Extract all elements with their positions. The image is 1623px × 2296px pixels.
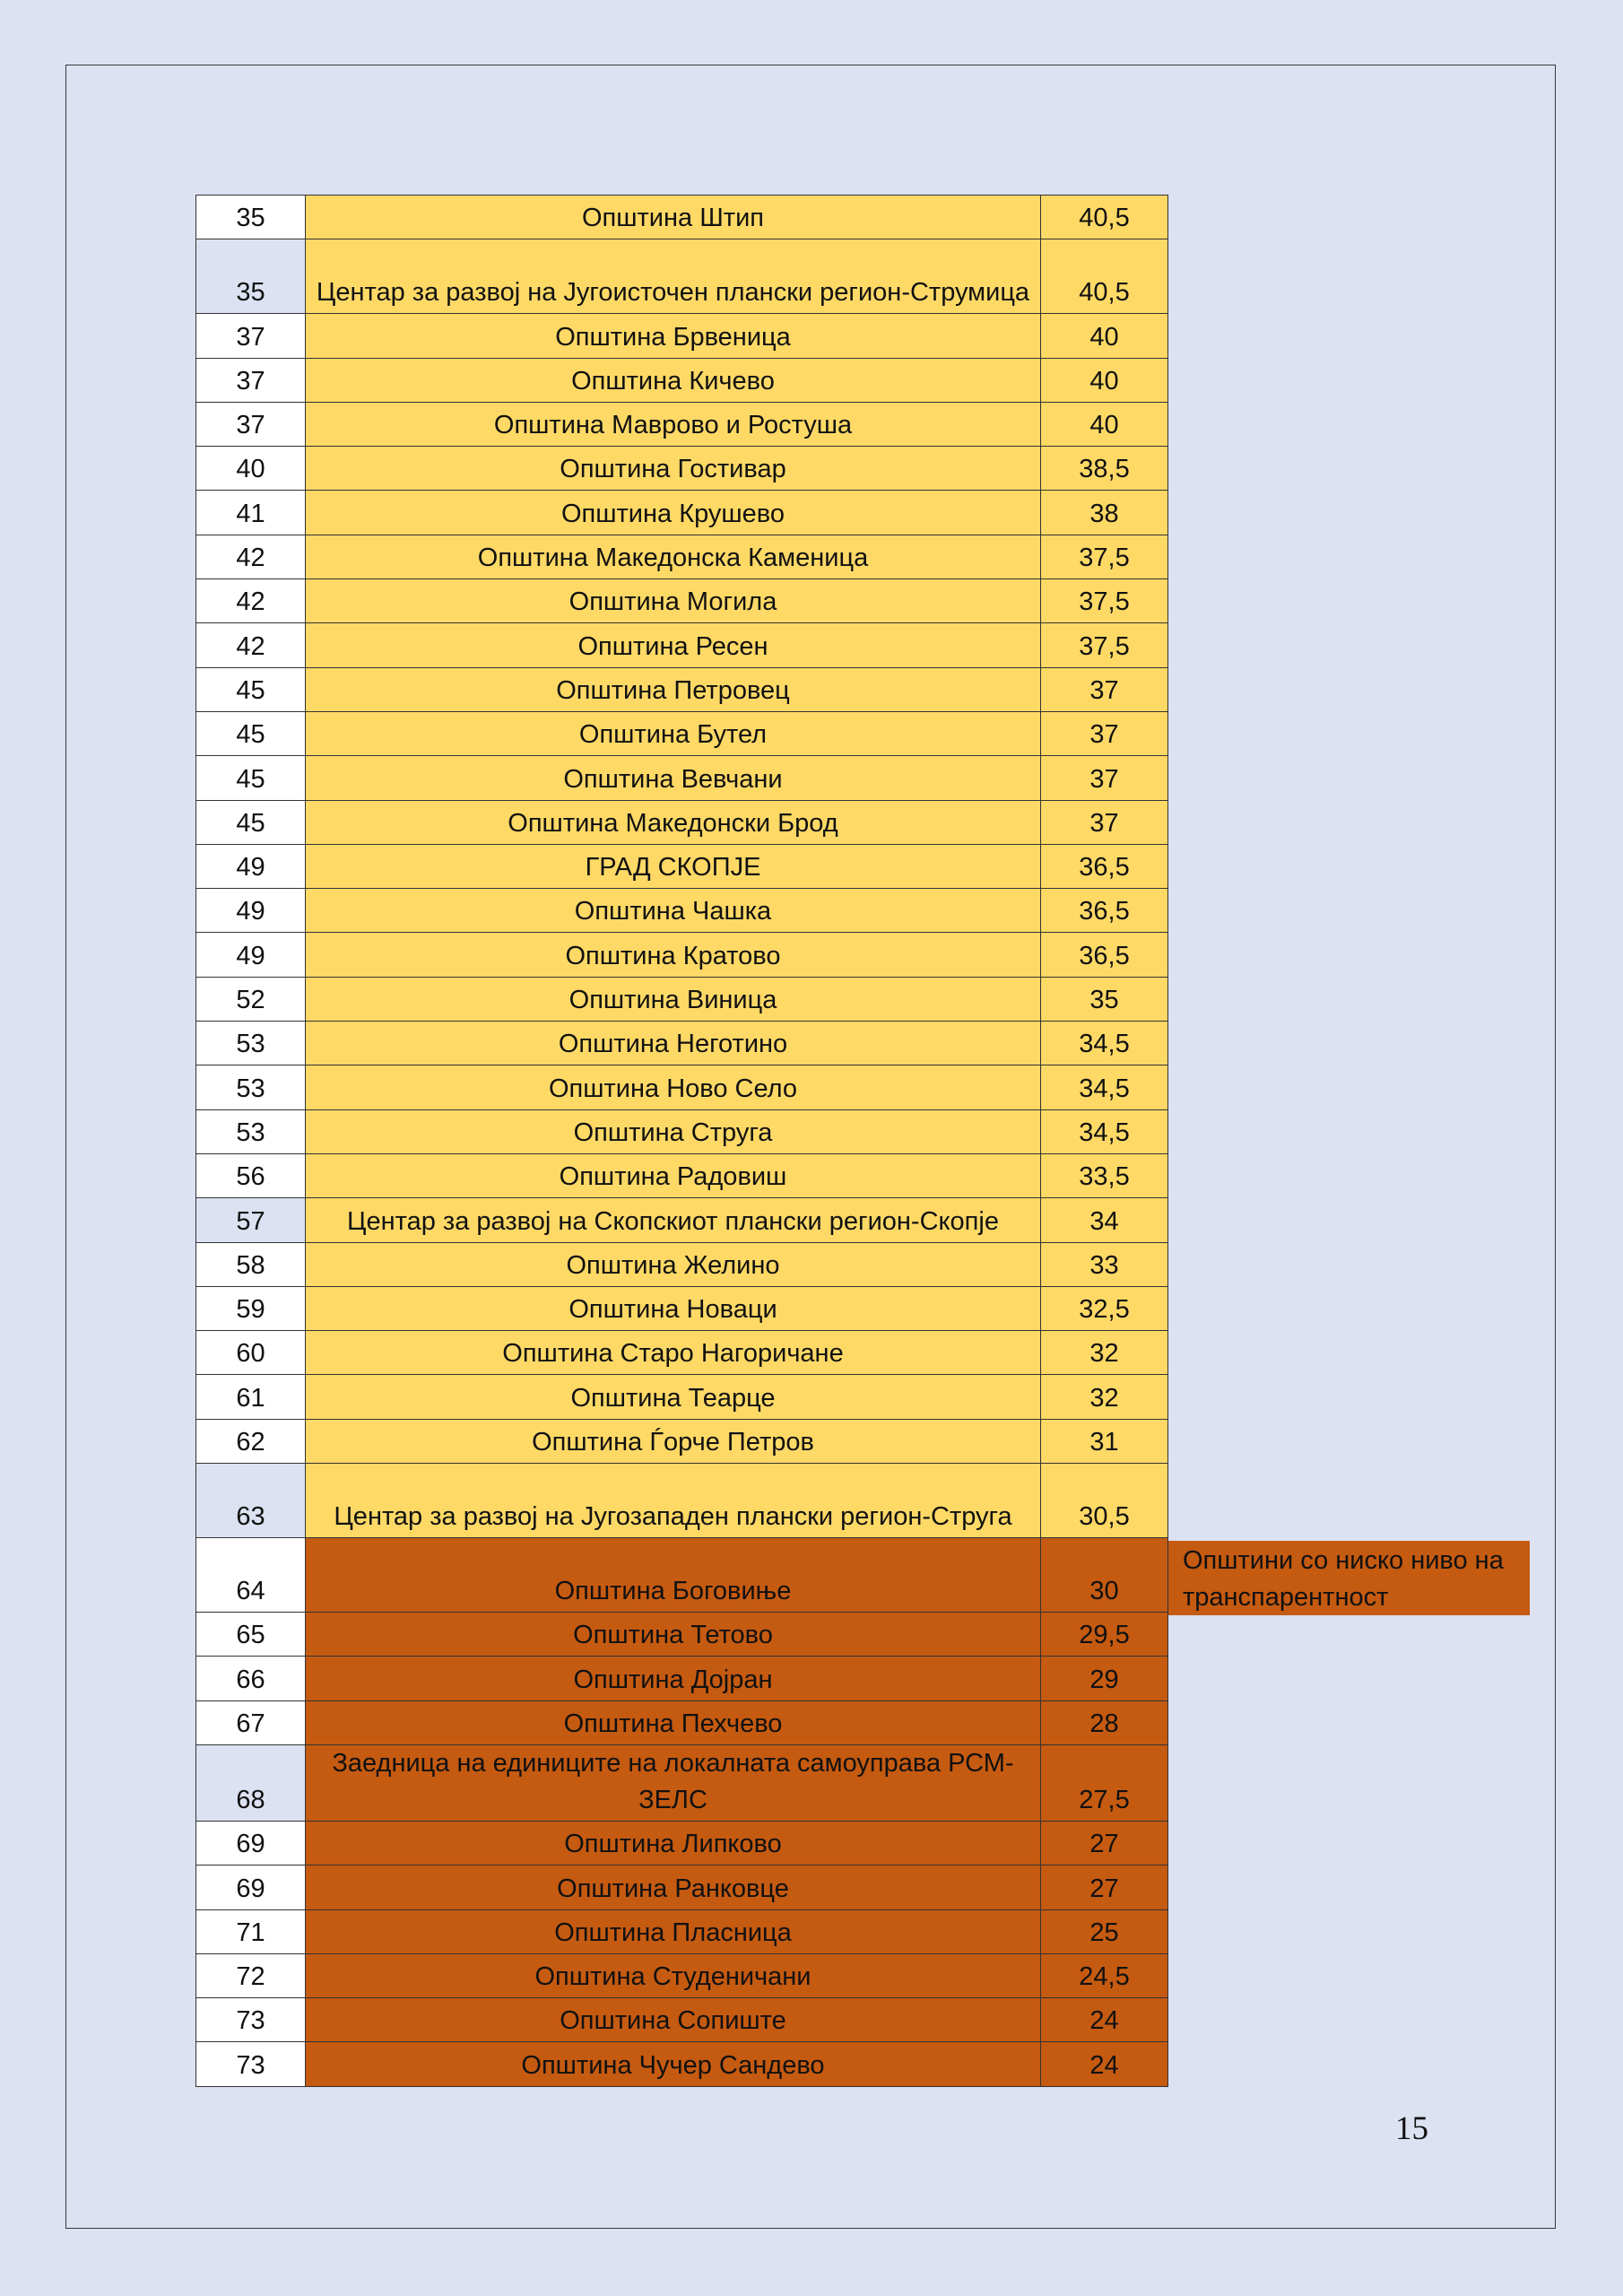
- score-cell: 33,5: [1041, 1153, 1168, 1197]
- institution-name-cell: Општина Ресен: [306, 623, 1041, 667]
- institution-name-cell: Општина Ѓорче Петров: [306, 1419, 1041, 1463]
- rank-cell: 67: [196, 1700, 306, 1744]
- institution-name-cell: Општина Петровец: [306, 667, 1041, 711]
- institution-name-cell: Општина Дојран: [306, 1657, 1041, 1700]
- institution-name-cell: Општина Ново Село: [306, 1065, 1041, 1109]
- institution-name-cell: Општина Пласница: [306, 1909, 1041, 1953]
- score-cell: 32,5: [1041, 1286, 1168, 1330]
- score-cell: 24,5: [1041, 1953, 1168, 1997]
- rank-cell: 56: [196, 1153, 306, 1197]
- score-cell: 37: [1041, 756, 1168, 800]
- score-cell: 40: [1041, 314, 1168, 358]
- table-row: [196, 1419, 1168, 1463]
- score-cell: 34,5: [1041, 1065, 1168, 1109]
- rank-cell: 37: [196, 314, 306, 358]
- rank-cell: 49: [196, 933, 306, 977]
- institution-name-cell: Општина Тетово: [306, 1613, 1041, 1657]
- rank-cell: 61: [196, 1375, 306, 1419]
- table-row: [196, 535, 1168, 578]
- institution-name-cell: Општина Ранковце: [306, 1866, 1041, 1909]
- institution-name-cell: Општина Старо Нагоричане: [306, 1331, 1041, 1375]
- table-row: [196, 1657, 1168, 1700]
- page-number: 15: [1395, 2110, 1428, 2147]
- rank-cell: 53: [196, 1022, 306, 1065]
- score-cell: 36,5: [1041, 844, 1168, 888]
- institution-name-cell: Општина Сопиште: [306, 1998, 1041, 2042]
- rank-cell: 69: [196, 1821, 306, 1865]
- score-cell: 27: [1041, 1821, 1168, 1865]
- score-cell: 30: [1041, 1538, 1168, 1613]
- institution-name-cell: Општина Вевчани: [306, 756, 1041, 800]
- rank-cell: 63: [196, 1464, 306, 1538]
- score-cell: 25: [1041, 1909, 1168, 1953]
- table-row: [196, 1700, 1168, 1744]
- score-cell: 33: [1041, 1242, 1168, 1286]
- institution-name-cell: Општина Бутел: [306, 711, 1041, 755]
- score-cell: 34,5: [1041, 1109, 1168, 1153]
- institution-name-cell: Општина Гостивар: [306, 447, 1041, 491]
- institution-name-cell: Општина Чучер Сандево: [306, 2042, 1041, 2086]
- table-row: [196, 1375, 1168, 1419]
- table-row: [196, 1538, 1168, 1613]
- table-row: [196, 1821, 1168, 1865]
- score-cell: 37: [1041, 711, 1168, 755]
- institution-name-cell: Општина Кратово: [306, 933, 1041, 977]
- table-row: [196, 1242, 1168, 1286]
- institution-name-cell: ГРАД СКОПЈЕ: [306, 844, 1041, 888]
- score-cell: 32: [1041, 1375, 1168, 1419]
- rank-cell: 45: [196, 667, 306, 711]
- institution-name-cell: Општина Студеничани: [306, 1953, 1041, 1997]
- rank-cell: 73: [196, 1998, 306, 2042]
- rank-cell: 35: [196, 239, 306, 314]
- score-cell: 38: [1041, 491, 1168, 535]
- table-row: [196, 1109, 1168, 1153]
- rank-cell: 59: [196, 1286, 306, 1330]
- table-row: [196, 1198, 1168, 1242]
- rank-cell: 41: [196, 491, 306, 535]
- score-cell: 37: [1041, 800, 1168, 844]
- table-row: [196, 756, 1168, 800]
- institution-name-cell: Општина Крушево: [306, 491, 1041, 535]
- table-row: [196, 314, 1168, 358]
- table-row: [196, 491, 1168, 535]
- score-cell: 28: [1041, 1700, 1168, 1744]
- rank-cell: 72: [196, 1953, 306, 1997]
- institution-name-cell: Општина Радовиш: [306, 1153, 1041, 1197]
- table-row: [196, 844, 1168, 888]
- institution-name-cell: Општина Липково: [306, 1821, 1041, 1865]
- transparency-ranking-table: [195, 195, 1168, 2087]
- rank-cell: 62: [196, 1419, 306, 1463]
- rank-cell: 45: [196, 756, 306, 800]
- score-cell: 38,5: [1041, 447, 1168, 491]
- table-row: [196, 402, 1168, 446]
- institution-name-cell: Центар за развој на Југоисточен плански регион-Струмица: [306, 239, 1041, 314]
- rank-cell: 37: [196, 358, 306, 402]
- table-row: [196, 800, 1168, 844]
- table-row: [196, 358, 1168, 402]
- institution-name-cell: Општина Штип: [306, 196, 1041, 239]
- table-row: [196, 239, 1168, 314]
- score-cell: 34: [1041, 1198, 1168, 1242]
- table-row: [196, 623, 1168, 667]
- rank-cell: 45: [196, 800, 306, 844]
- table-row: [196, 1022, 1168, 1065]
- rank-cell: 58: [196, 1242, 306, 1286]
- table-row: [196, 579, 1168, 623]
- rank-cell: 53: [196, 1109, 306, 1153]
- rank-cell: 49: [196, 889, 306, 933]
- rank-cell: 40: [196, 447, 306, 491]
- table-row: [196, 1998, 1168, 2042]
- score-cell: 40: [1041, 402, 1168, 446]
- rank-cell: 45: [196, 711, 306, 755]
- rank-cell: 49: [196, 844, 306, 888]
- institution-name-cell: Општина Могила: [306, 579, 1041, 623]
- rank-cell: 65: [196, 1613, 306, 1657]
- score-cell: 37,5: [1041, 623, 1168, 667]
- institution-name-cell: Заедница на единиците на локалната самоуправа РСМ-ЗЕЛС: [306, 1744, 1041, 1821]
- institution-name-cell: Општина Маврово и Ростуша: [306, 402, 1041, 446]
- score-cell: 24: [1041, 1998, 1168, 2042]
- score-cell: 35: [1041, 977, 1168, 1021]
- institution-name-cell: Центар за развој на Југозападен плански регион-Струга: [306, 1464, 1041, 1538]
- table-row: [196, 1464, 1168, 1538]
- table-row: [196, 1953, 1168, 1997]
- score-cell: 37: [1041, 667, 1168, 711]
- rank-cell: 42: [196, 623, 306, 667]
- score-cell: 37,5: [1041, 579, 1168, 623]
- institution-name-cell: Општина Виница: [306, 977, 1041, 1021]
- institution-name-cell: Општина Желино: [306, 1242, 1041, 1286]
- institution-name-cell: Општина Кичево: [306, 358, 1041, 402]
- institution-name-cell: Општина Неготино: [306, 1022, 1041, 1065]
- table-row: [196, 1065, 1168, 1109]
- score-cell: 34,5: [1041, 1022, 1168, 1065]
- low-transparency-legend: Општини со ниско ниво на транспарентност: [1168, 1541, 1530, 1615]
- institution-name-cell: Општина Македонска Каменица: [306, 535, 1041, 578]
- table-row: [196, 1744, 1168, 1821]
- table-row: [196, 1909, 1168, 1953]
- table-body: [196, 196, 1168, 2087]
- rank-cell: 52: [196, 977, 306, 1021]
- rank-cell: 37: [196, 402, 306, 446]
- rank-cell: 71: [196, 1909, 306, 1953]
- table-row: [196, 1613, 1168, 1657]
- score-cell: 30,5: [1041, 1464, 1168, 1538]
- score-cell: 36,5: [1041, 933, 1168, 977]
- score-cell: 40,5: [1041, 239, 1168, 314]
- table-row: [196, 1286, 1168, 1330]
- rank-cell: 35: [196, 196, 306, 239]
- rank-cell: 42: [196, 579, 306, 623]
- rank-cell: 57: [196, 1198, 306, 1242]
- score-cell: 40: [1041, 358, 1168, 402]
- rank-cell: 53: [196, 1065, 306, 1109]
- score-cell: 27: [1041, 1866, 1168, 1909]
- score-cell: 27,5: [1041, 1744, 1168, 1821]
- score-cell: 24: [1041, 2042, 1168, 2086]
- rank-cell: 66: [196, 1657, 306, 1700]
- score-cell: 31: [1041, 1419, 1168, 1463]
- institution-name-cell: Центар за развој на Скопскиот плански регион-Скопје: [306, 1198, 1041, 1242]
- score-cell: 32: [1041, 1331, 1168, 1375]
- table-row: [196, 711, 1168, 755]
- score-cell: 40,5: [1041, 196, 1168, 239]
- rank-cell: 68: [196, 1744, 306, 1821]
- institution-name-cell: Општина Македонски Брод: [306, 800, 1041, 844]
- score-cell: 36,5: [1041, 889, 1168, 933]
- table-row: [196, 2042, 1168, 2086]
- rank-cell: 64: [196, 1538, 306, 1613]
- table-row: [196, 447, 1168, 491]
- table-row: [196, 1153, 1168, 1197]
- table-row: [196, 196, 1168, 239]
- table-row: [196, 933, 1168, 977]
- rank-cell: 69: [196, 1866, 306, 1909]
- score-cell: 29: [1041, 1657, 1168, 1700]
- institution-name-cell: Општина Новаци: [306, 1286, 1041, 1330]
- institution-name-cell: Општина Брвеница: [306, 314, 1041, 358]
- rank-cell: 73: [196, 2042, 306, 2086]
- institution-name-cell: Општина Струга: [306, 1109, 1041, 1153]
- rank-cell: 60: [196, 1331, 306, 1375]
- institution-name-cell: Општина Пехчево: [306, 1700, 1041, 1744]
- score-cell: 29,5: [1041, 1613, 1168, 1657]
- table-row: [196, 977, 1168, 1021]
- score-cell: 37,5: [1041, 535, 1168, 578]
- institution-name-cell: Општина Чашка: [306, 889, 1041, 933]
- table-row: [196, 889, 1168, 933]
- institution-name-cell: Општина Боговиње: [306, 1538, 1041, 1613]
- table-row: [196, 1866, 1168, 1909]
- institution-name-cell: Општина Теарце: [306, 1375, 1041, 1419]
- table-row: [196, 667, 1168, 711]
- table-row: [196, 1331, 1168, 1375]
- rank-cell: 42: [196, 535, 306, 578]
